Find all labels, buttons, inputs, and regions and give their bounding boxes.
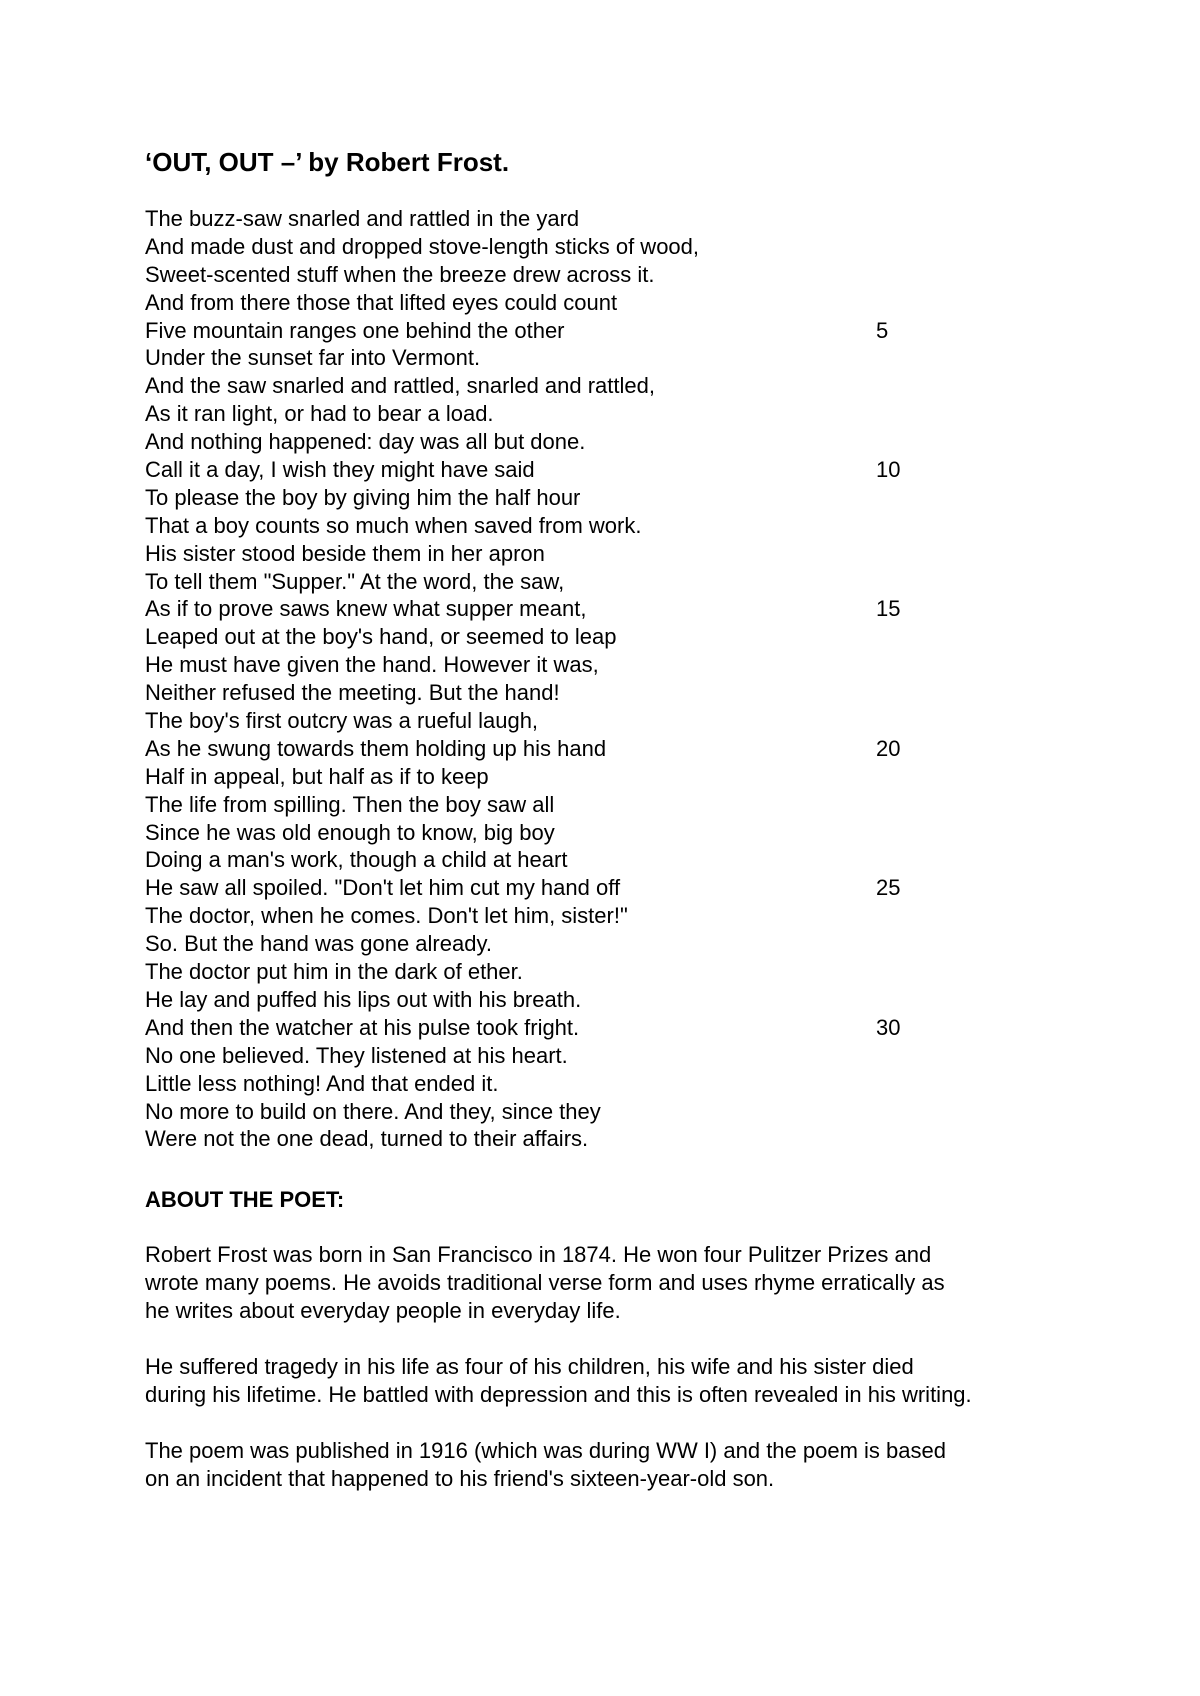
poem-line [145,623,945,651]
about-heading: ABOUT THE POET: [145,1187,345,1212]
poem-line [145,233,945,261]
poem-line [145,679,945,707]
poem-line-text: And then the watcher at his pulse took fright. [145,1014,580,1040]
poem-line [145,289,945,317]
poem-line-text: No one believed. They listened at his heart. [145,1042,568,1068]
poem-line [145,400,945,428]
poem-line-text: Call it a day, I wish they might have said [145,457,535,483]
poem-line [145,261,945,289]
poem-line [145,1042,945,1070]
poem-line-text: To tell them "Supper." At the word, the saw, [145,568,565,594]
paragraph-line: on an incident that happened to his friend's sixteen-year-old son. [145,1465,775,1491]
line-number: 30 [876,1014,901,1040]
poem-line [145,1070,945,1098]
poem-line-text: And the saw snarled and rattled, snarled and rattled, [145,373,655,399]
poem-line-text: And made dust and dropped stove-length sticks of wood, [145,233,700,259]
poem-line-text: As it ran light, or had to bear a load. [145,401,494,427]
poem-line-text: Little less nothing! And that ended it. [145,1070,499,1096]
poem-line-text: Five mountain ranges one behind the other [145,317,565,343]
paragraph-line: wrote many poems. He avoids traditional verse form and uses rhyme erratically as [145,1269,945,1295]
poem-line [145,819,945,847]
poem-line [145,930,945,958]
poem-line-text: Sweet-scented stuff when the breeze drew across it. [145,261,655,287]
poem-line [145,317,945,345]
poem-line-text: No more to build on there. And they, since they [145,1098,601,1124]
poem-line [145,595,945,623]
poem-line [145,1125,945,1153]
poem-line-text: Half in appeal, but half as if to keep [145,763,489,789]
line-number: 25 [876,875,901,901]
about-paragraph-1 [145,1241,1085,1325]
poem-body [145,205,945,1153]
poem-line [145,763,945,791]
about-paragraph-2 [145,1353,1085,1409]
poem-line [145,484,945,512]
poem-line-text: So. But the hand was gone already. [145,931,492,957]
line-number: 15 [876,596,901,622]
poem-line-text: His sister stood beside them in her apron [145,540,545,566]
poem-line [145,986,945,1014]
poem-line-text: Were not the one dead, turned to their affairs. [145,1126,589,1152]
poem-line [145,1014,945,1042]
line-number: 10 [876,457,901,483]
poem-line-text: And nothing happened: day was all but done. [145,429,586,455]
poem-line [145,651,945,679]
poem-line-text: The boy's first outcry was a rueful laugh, [145,708,539,734]
poem-line [145,902,945,930]
poem-line-text: As if to prove saws knew what supper meant, [145,596,587,622]
line-number: 20 [876,735,901,761]
poem-line-text: He must have given the hand. However it was, [145,652,599,678]
poem-line [145,372,945,400]
poem-line [145,428,945,456]
poem-line-text: Doing a man's work, though a child at heart [145,847,568,873]
poem-line-text: Since he was old enough to know, big boy [145,819,555,845]
poem-line-text: Leaped out at the boy's hand, or seemed to leap [145,624,617,650]
poem-line-text: The life from spilling. Then the boy saw all [145,791,555,817]
poem-line [145,568,945,596]
poem-line-text: And from there those that lifted eyes could count [145,289,618,315]
poem-line-text: To please the boy by giving him the half hour [145,484,581,510]
poem-line [145,958,945,986]
poem-line [145,512,945,540]
poem-line [145,1098,945,1126]
poem-line-text: As he swung towards them holding up his hand [145,735,607,761]
poem-line [145,846,945,874]
poem-line [145,540,945,568]
paragraph-line: The poem was published in 1916 (which was during WW I) and the poem is based [145,1438,946,1463]
poem-line-text: The doctor put him in the dark of ether. [145,959,523,985]
poem-title: ‘OUT, OUT –’ by Robert Frost. [145,147,510,177]
about-paragraph-3 [145,1437,1085,1493]
paragraph-line: during his lifetime. He battled with depression and this is often revealed in his writing. [145,1381,972,1407]
paragraph-line: He suffered tragedy in his life as four of his children, his wife and his sister died [145,1354,914,1379]
poem-line [145,456,945,484]
poem-line-text: Neither refused the meeting. But the hand! [145,680,560,706]
paragraph-line: he writes about everyday people in everyday life. [145,1297,621,1323]
poem-line-text: He lay and puffed his lips out with his breath. [145,986,582,1012]
poem-line-text: Under the sunset far into Vermont. [145,345,481,371]
poem-line-text: He saw all spoiled. "Don't let him cut my hand off [145,875,621,901]
poem-line-text: That a boy counts so much when saved from work. [145,512,642,538]
poem-line [145,874,945,902]
poem-line [145,344,945,372]
poem-line-text: The doctor, when he comes. Don't let him, sister!" [145,903,628,929]
line-number: 5 [876,317,889,343]
poem-line-text: The buzz-saw snarled and rattled in the yard [145,206,580,231]
poem-line [145,791,945,819]
poem-line [145,735,945,763]
paragraph-line: Robert Frost was born in San Francisco in 1874. He won four Pulitzer Prizes and [145,1242,932,1267]
poem-line [145,707,945,735]
poem-line [145,205,945,233]
